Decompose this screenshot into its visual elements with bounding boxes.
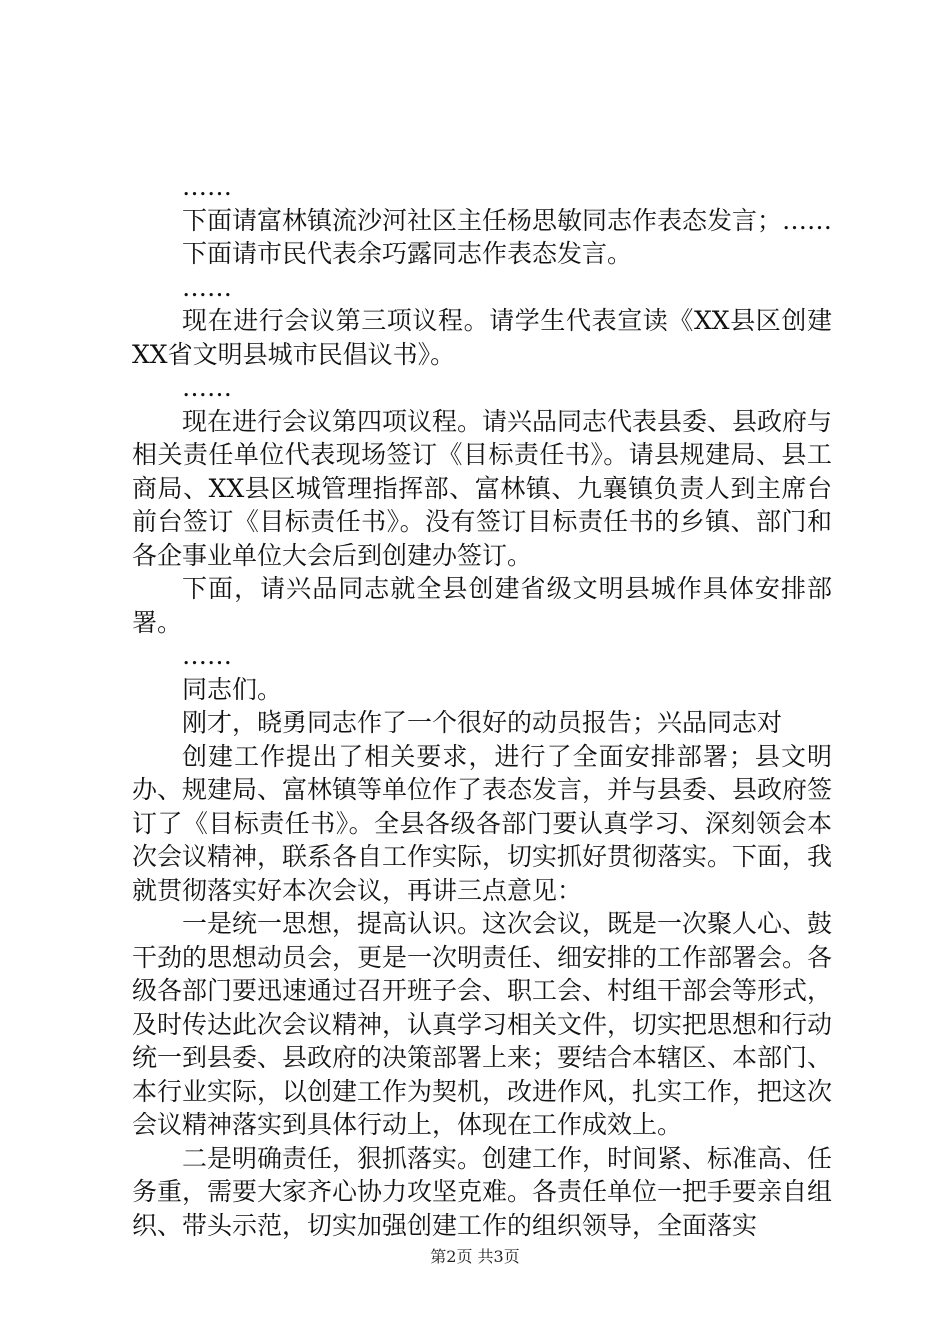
paragraph-8: 创建工作提出了相关要求，进行了全面安排部署；县文明办、规建局、富林镇等单位作了表态发言，并与县委、县政府签订了《目标责任书》。全县各级各部门要认真学习、深刻领会本次会议精神，联系各自工作实际，切实抓好贯彻落实。下面，我就贯彻落实好本次会议，再讲三点意见： xyxy=(132,741,833,905)
paragraph-4: 现在进行会议第四项议程。请兴品同志代表县委、县政府与相关责任单位代表现场签订《目标责任书》。请县规建局、县工商局、XX县区城管理指挥部、富林镇、九襄镇负责人到主席台前台签订《目标责任书》。没有签订目标责任书的乡镇、部门和各企事业单位大会后到创建办签订。 xyxy=(132,406,833,570)
page-number-footer: 第2页 共3页 xyxy=(430,1247,520,1266)
paragraph-6: 同志们。 xyxy=(182,674,283,704)
paragraph-5: 下面，请兴品同志就全县创建省级文明县城作具体安排部署。 xyxy=(132,574,832,637)
paragraph-ellipsis-4: …… xyxy=(182,641,232,670)
paragraph-7: 刚才，晓勇同志作了一个很好的动员报告；兴品同志对 xyxy=(182,708,783,737)
document-body xyxy=(132,170,832,1242)
paragraph-ellipsis-2: …… xyxy=(182,272,232,302)
paragraph-3: 现在进行会议第三项议程。请学生代表宣读《XX县区创建XX省文明县城市民倡议书》。 xyxy=(132,306,832,369)
paragraph-10: 二是明确责任，狠抓落实。创建工作，时间紧、标准高、任务重，需要大家齐心协力攻坚克难。各责任单位一把手要亲自组织、带头示范，切实加强创建工作的组织领导，全面落实 xyxy=(132,1143,833,1240)
paragraph-9: 一是统一思想，提高认识。这次会议，既是一次聚人心、鼓干劲的思想动员会，更是一次明责任、细安排的工作部署会。各级各部门要迅速通过召开班子会、职工会、村组干部会等形式，及时传达此次会议精神，认真学习相关文件，切实把思想和行动统一到县委、县政府的决策部署上来；要结合本辖区、本部门、本行业实际，以创建工作为契机，改进作风，扎实工作，把这次会议精神落实到具体行动上，体现在工作成效上。 xyxy=(132,909,833,1139)
paragraph-2: 下面请市民代表余巧露同志作表态发言。 xyxy=(182,239,633,268)
paragraph-ellipsis-3: …… xyxy=(182,373,232,402)
paragraph-1: 下面请富林镇流沙河社区主任杨思敏同志作表态发言；…… xyxy=(182,205,833,235)
paragraph-ellipsis-1: …… xyxy=(182,172,232,201)
